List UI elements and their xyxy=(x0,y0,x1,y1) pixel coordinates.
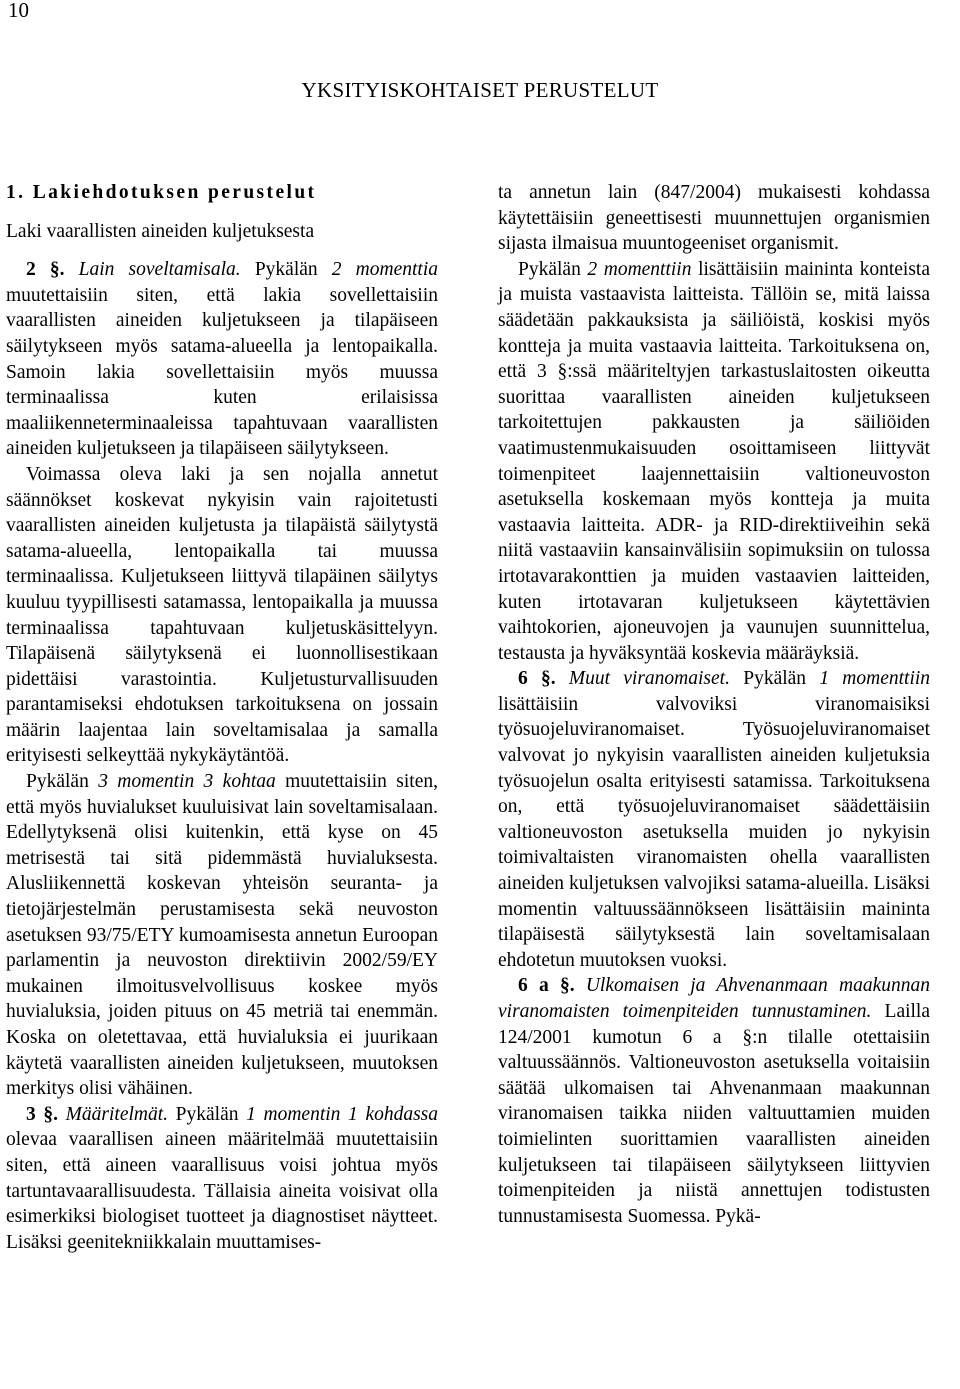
text: lisättäisiin valvoviksi viranomaisiksi työsuojeluviranomaiset. Työsuojeluviranomaiset valvovat jo nykyisin vaarallisten aineiden kuljetuksia työsuojelun osalta erityisesti satamissa. Tarkoituksena on, että työsuojeluviranomaiset säädettäisiin valtioneuvoston asetuksella muiden jo nykyisin toimivaltaisten viranomaisten ohella vaarallisten aineiden kuljetuksen valvojiksi satama-alueilla. Lisäksi momentin valtuussäännökseen lisättäisiin maininta tilapäisestä säilytyksestä lain soveltamisalaan ehdotetun muutoksen vuoksi. xyxy=(498,693,930,971)
text: muutettaisiin siten, että lakia sovellettaisiin vaarallisten aineiden kuljetukseen ja tilapäiseen säilytykseen myös satama-alueella ja lentopaikalla. Samoin lakia sovellettaisiin myös muussa terminaalissa kuten erilaisissa maaliikenneterminaaleissa tapahtuvaan vaarallisten aineiden kuljetukseen ja tilapäiseen säilytykseen. xyxy=(6,284,438,460)
paragraph-s3-intro xyxy=(6,1102,438,1256)
paragraph: Voimassa oleva laki ja sen nojalla annetut säännökset koskevat nykyisin vain rajoitetusti vaarallisten aineiden kuljetusta ja tilapäistä säilytystä satama-alueella, lentopaikalla tai muussa terminaalissa. Kuljetukseen liittyvä tilapäinen säilytys kuuluu tyypillisesti satamassa, lentopaikalla ja muussa terminaalissa tapahtuvaan kuljetuskäsittelyyn. Tilapäisenä säilytyksenä ei luonnollisestikaan pidettäisi varastointia. Kuljetusturvallisuuden parantamiseksi ehdotuksen tarkoituksena on jossain määrin laajentaa lain soveltamisalaa ja samalla erityisesti selkeyttää nykykäytäntöä. xyxy=(6,463,438,767)
paragraph xyxy=(498,257,930,667)
text: muutettaisiin siten, että myös huvialukset kuuluisivat lain soveltamisalaan. Edellytyksenä olisi kuitenkin, että kyse on 45 metrisestä tai sitä pidemmästä huvialuksesta. Alusliikennettä koskevan yhteisön seuranta- ja tietojärjestelmän perustamisesta sekä neuvoston asetuksen 93/75/ETY kumoamisesta annetun Euroopan parlamentin ja neuvoston direktiivin 2002/59/EY mukainen ilmoitusvelvollisuus koskee myös huvialuksia, joiden pituus on 45 metriä tai enemmän. Koska on oletettavaa, että huvialuksia ei juurikaan käytetä vaarallisten aineiden kuljetukseen, muutoksen merkitys olisi vähäinen. xyxy=(6,771,438,1100)
reference: 2 momenttiin xyxy=(587,258,692,280)
paragraph-s2-intro xyxy=(6,257,438,462)
text: lisättäisiin maininta konteista ja muista vastaavista laitteista. Tällöin se, mitä laissa säädetään pakkauksista ja säiliöistä, koskisi myös kontteja ja muita vastaavia laitteita. Tarkoituksena on, että 3 §:ssä määriteltyjen tarkastuslaitosten oikeutta suorittaa vaarallisten aineiden kuljetukseen tarkoitettujen pakkausten ja säiliöiden vaatimustenmukaisuuden osoittamiseen liittyvät toimenpiteet laajennettaisiin valtioneuvoston asetuksella koskemaan myös kontteja ja muita vastaavia laitteita. ADR- ja RID-direktiiveihin sekä niitä vastaaviin kansainvälisiin sopimuksiin on tulossa irtotavarakonttien ja muiden vastaavien laitteiden, kuten irtotavaran kuljetukseen käytettävien vaihtokorien, ajoneuvojen ja vaunujen suunnittelua, testausta ja hyväksyntää koskevia määräyksiä. xyxy=(498,258,931,664)
paragraph xyxy=(6,769,438,1102)
reference: 2 momenttia xyxy=(331,259,439,281)
text: Pykälän xyxy=(743,668,807,690)
section-title: Lain soveltamisala. xyxy=(78,259,241,281)
reference: 1 momentin 1 kohdassa xyxy=(246,1103,439,1125)
reference: 3 momentin 3 kohtaa xyxy=(98,771,276,793)
page-number: 10 xyxy=(8,0,29,22)
text: olevaa vaarallisen aineen määritelmää muutettaisiin siten, että aineen vaarallisuus voisi johtua myös tartuntavaarallisuudesta. Tällaisia aineita voisivat olla esimerkiksi biologiset tuotteet ja diagnostiset näytteet. Lisäksi geenitekniikkalain muuttamises- xyxy=(6,1129,438,1253)
text: Pykälän xyxy=(175,1103,239,1125)
paragraph: ta annetun lain (847/2004) mukaisesti kohdassa käytettäisiin geneettisesti muunnettujen organismien sijasta ilmaisua muuntogeeniset organismit. xyxy=(498,182,930,255)
section-title: Muut viranomaiset. xyxy=(568,668,730,690)
reference: 1 momenttiin xyxy=(819,668,931,690)
section-number: 6 §. xyxy=(518,668,556,690)
section-title: Ulkomaisen ja Ahvenanmaan maakunnan viranomaisten toimenpiteiden tunnustaminen. xyxy=(498,975,930,1022)
law-name: Laki vaarallisten aineiden kuljetuksesta xyxy=(6,220,315,242)
section-number: 6 a §. xyxy=(518,975,575,997)
section-title: Määritelmät. xyxy=(65,1103,169,1125)
text: Pykälän xyxy=(518,258,581,280)
section-number: 2 §. xyxy=(26,259,65,281)
right-column xyxy=(498,180,930,1229)
section-heading: 1. Lakiehdotuksen perustelut xyxy=(6,182,317,203)
left-column xyxy=(6,180,438,1255)
document-title: YKSITYISKOHTAISET PERUSTELUT xyxy=(301,78,659,102)
paragraph-s6 xyxy=(498,666,930,973)
text: Lailla 124/2001 kumotun 6 a §:n tilalle otettaisiin valtuussäännös. Valtioneuvoston asetuksella voitaisiin säätää ulkomaisen tai Ahvenanmaan maakunnan viranomaisen taikka niiden valtuuttamien muiden toimielinten suorittamien vaarallisten aineiden kuljetukseen tai tilapäiseen säilytykseen liittyvien toimenpiteiden ja niistä annettujen todistusten tunnustamisesta Suomessa. Pykä- xyxy=(498,1001,931,1227)
section-number: 3 §. xyxy=(26,1103,59,1125)
text: Pykälän xyxy=(254,259,318,281)
text: Pykälän xyxy=(26,771,89,793)
paragraph-s6a xyxy=(498,973,930,1229)
